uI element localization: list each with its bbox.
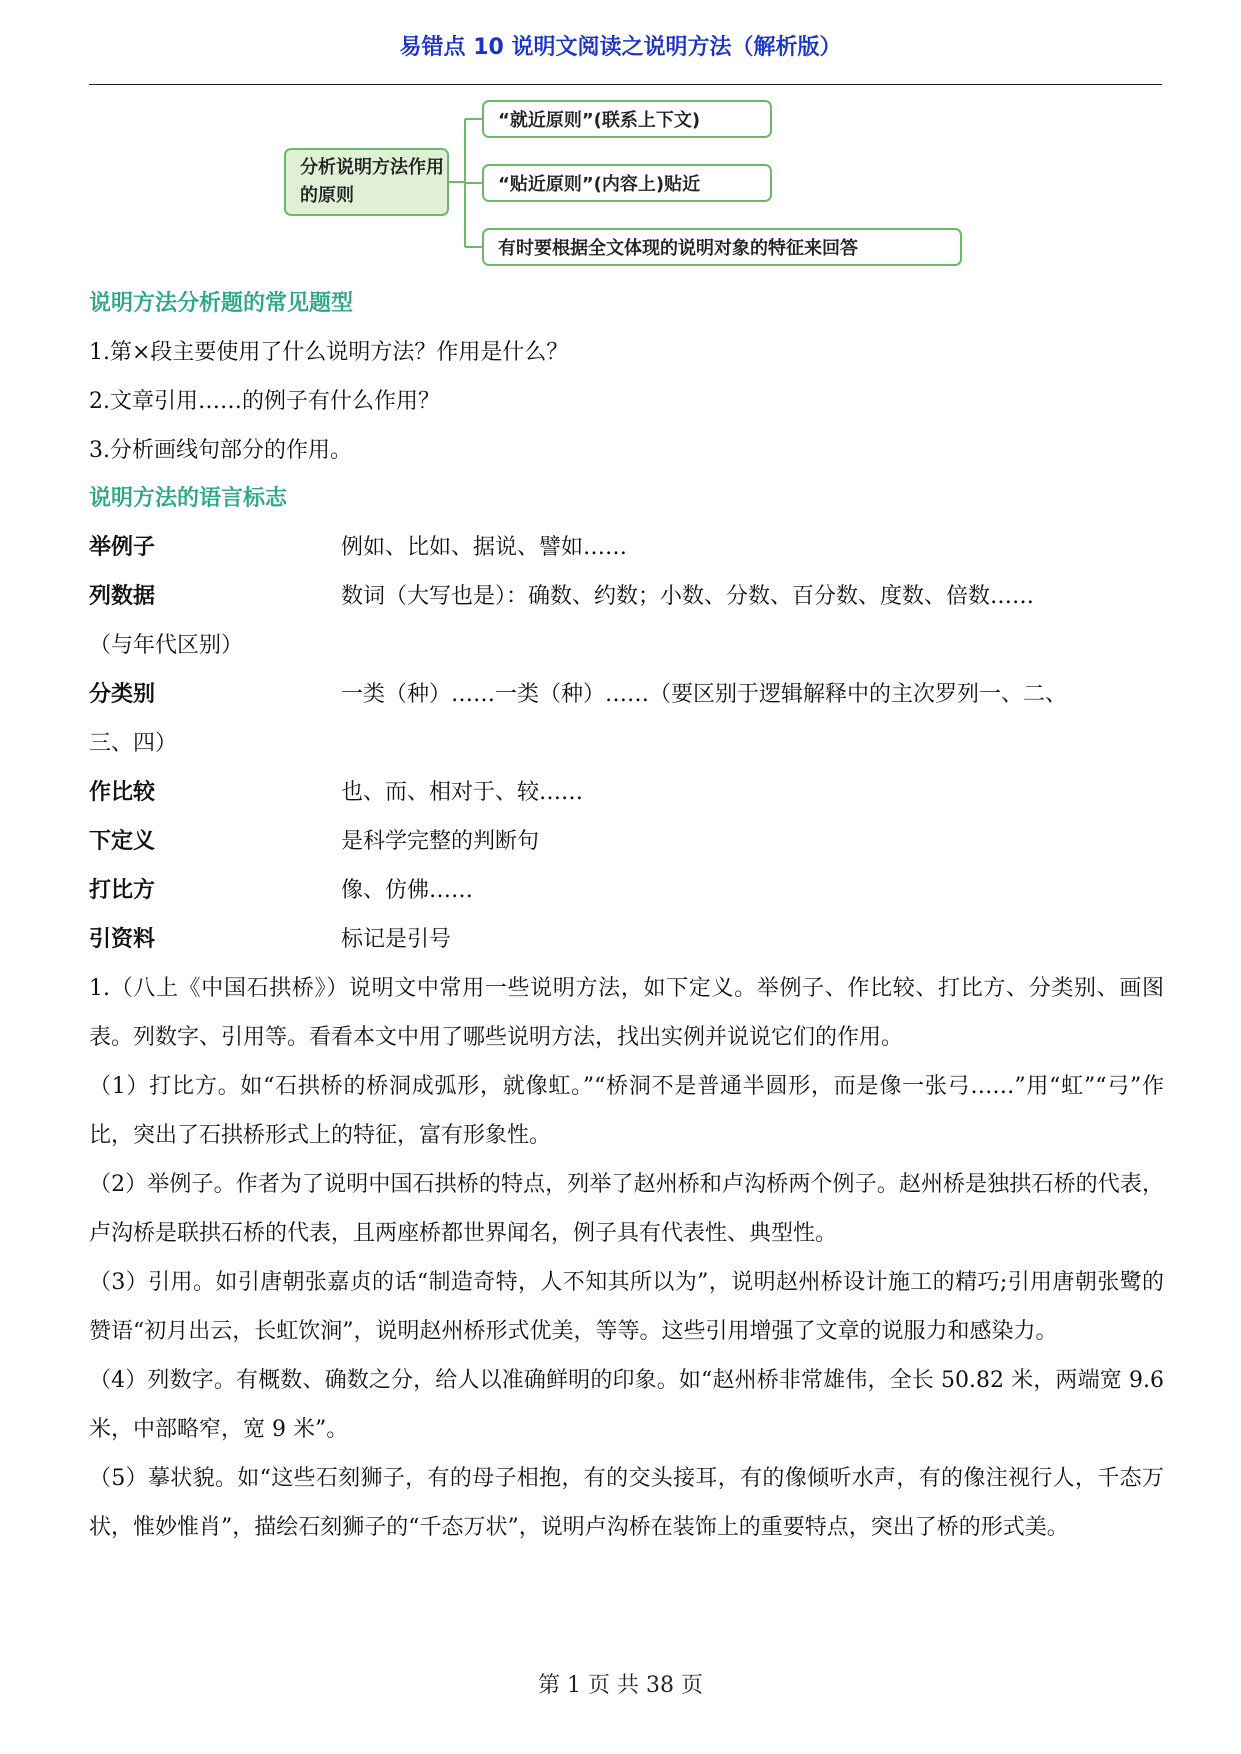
marker-description: 像、仿佛…… — [341, 878, 474, 903]
marker-row — [89, 768, 1164, 817]
example-answer: （5）摹状貌。如“这些石刻狮子，有的母子相抱，有的交头接耳，有的像倾听水声，有的像注视行人，千态万状，惟妙惟肖”，描绘石刻狮子的“千态万状”，说明卢沟桥在装饰上的重要特点，突出了桥的形式美。 — [89, 1466, 1164, 1540]
example-answer: （2）举例子。作者为了说明中国石拱桥的特点，列举了赵州桥和卢沟桥两个例子。赵州桥是独拱石桥的代表，卢沟桥是联拱石桥的代表，且两座桥都世界闻名，例子具有代表性、典型性。 — [89, 1172, 1164, 1246]
marker-row — [89, 915, 1164, 964]
marker-term: 列数据 — [89, 584, 156, 609]
marker-description-continued: 三、四） — [89, 731, 178, 756]
marker-row — [89, 670, 1164, 719]
marker-row — [89, 572, 1164, 621]
main-content — [89, 280, 1164, 1552]
example-question: 1.（八上《中国石拱桥》）说明文中常用一些说明方法，如下定义。举例子、作比较、打比方、分类别、画图表。列数字、引用等。看看本文中用了哪些说明方法，找出实例并说说它们的作用。 — [89, 976, 1164, 1050]
list-item: 2.文章引用……的例子有什么作用？ — [89, 389, 440, 414]
marker-term: 打比方 — [89, 878, 156, 903]
marker-description: 一类（种）……一类（种）……（要区别于逻辑解释中的主次罗列一、二、 — [341, 682, 1068, 707]
marker-term: 引资料 — [89, 927, 156, 952]
marker-row — [89, 523, 1164, 572]
marker-description: 是科学完整的判断句 — [341, 829, 540, 854]
marker-description: 标记是引号 — [341, 927, 452, 952]
mindmap-diagram — [250, 96, 970, 274]
marker-description: 例如、比如、据说、譬如…… — [341, 535, 628, 560]
marker-term: 下定义 — [89, 829, 156, 854]
example-answer: （4）列数字。有概数、确数之分，给人以准确鲜明的印象。如“赵州桥非常雄伟，全长 50.82 米，两端宽 9.6 米，中部略窄，宽 9 米”。 — [89, 1368, 1164, 1442]
example-answer: （1）打比方。如“石拱桥的桥洞成弧形，就像虹。”“桥洞不是普通半圆形，而是像一张弓……”用“虹”“弓”作比，突出了石拱桥形式上的特征，富有形象性。 — [89, 1074, 1164, 1148]
mindmap-root-node: 分析说明方法作用的原则 — [284, 148, 449, 216]
marker-row — [89, 817, 1164, 866]
marker-row — [89, 866, 1164, 915]
marker-description-continued: （与年代区别） — [89, 633, 244, 658]
example-answer: （3）引用。如引唐朝张嘉贞的话“制造奇特，人不知其所以为”，说明赵州桥设计施工的精巧;引用唐朝张鹭的赞语“初月出云，长虹饮涧”，说明赵州桥形式优美，等等。这些引用增强了文章的说服力和感染力。 — [89, 1270, 1164, 1344]
header-divider — [89, 84, 1162, 85]
mindmap-branch-node: “贴近原则”(内容上)贴近 — [482, 164, 772, 202]
list-item: 1.第×段主要使用了什么说明方法？作用是什么？ — [89, 340, 569, 365]
mindmap-branch-node: “就近原则”(联系上下文) — [482, 100, 772, 138]
list-item: 3.分析画线句部分的作用。 — [89, 438, 352, 463]
marker-description: 也、而、相对于、较…… — [341, 780, 584, 805]
marker-term: 作比较 — [89, 780, 156, 805]
section-heading-language-markers: 说明方法的语言标志 — [89, 486, 288, 511]
marker-description: 数词（大写也是）：确数、约数；小数、分数、百分数、度数、倍数…… — [341, 584, 1035, 609]
section-heading-common-questions: 说明方法分析题的常见题型 — [89, 291, 354, 316]
marker-term: 举例子 — [89, 535, 156, 560]
page-title: 易错点 10 说明文阅读之说明方法（解析版） — [399, 35, 842, 60]
mindmap-branch-node: 有时要根据全文体现的说明对象的特征来回答 — [482, 228, 962, 266]
marker-term: 分类别 — [89, 682, 156, 707]
page-number: 第 1 页 共 38 页 — [538, 1673, 703, 1698]
